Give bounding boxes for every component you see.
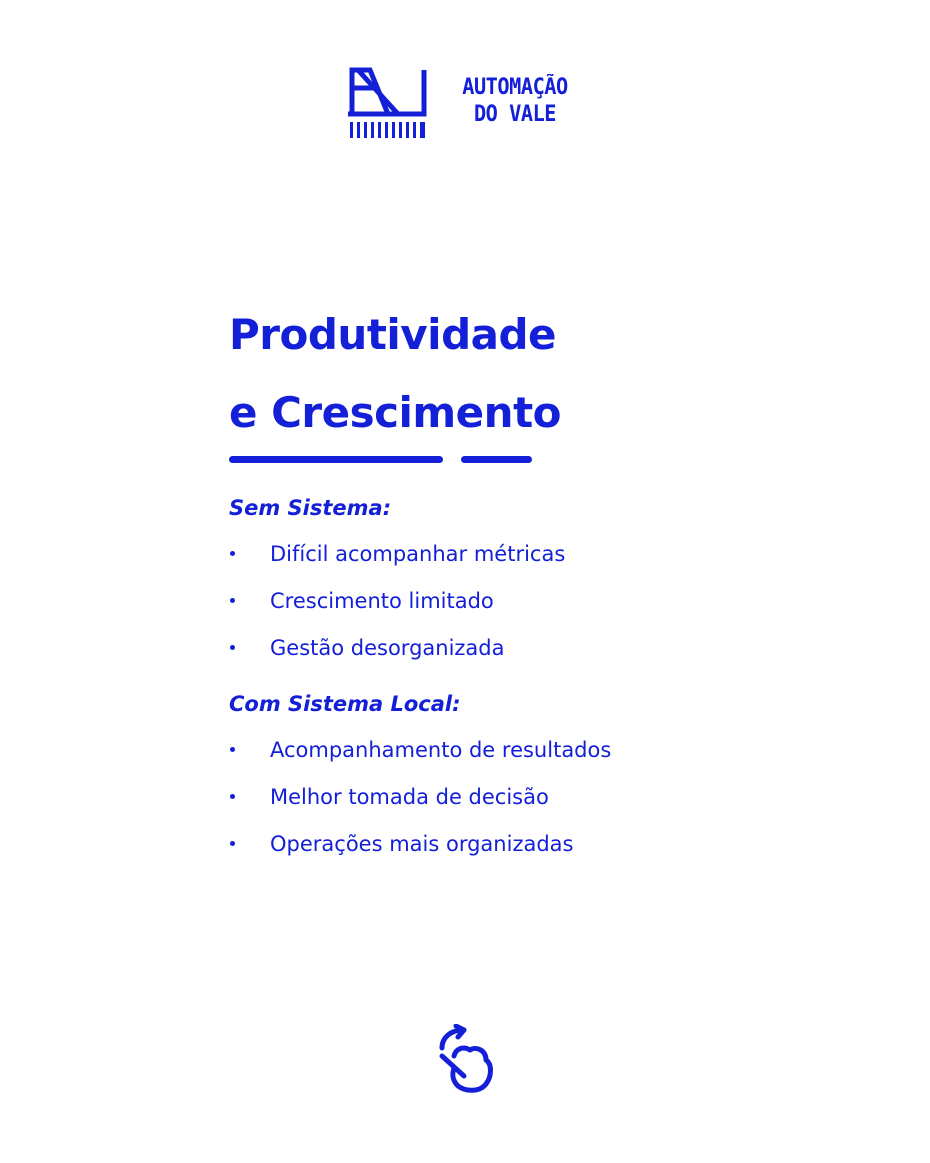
bullet-icon xyxy=(230,551,235,556)
brand-logo xyxy=(348,66,588,142)
section-title-without-system: Sem Sistema: xyxy=(229,496,392,520)
list-item-text: Acompanhamento de resultados xyxy=(270,738,612,762)
page-title-line1: Produtividade xyxy=(229,310,557,359)
brand-name-line1: AUTOMAÇÃO xyxy=(462,75,568,100)
bullet-icon xyxy=(230,645,235,650)
title-underline-short xyxy=(461,456,532,463)
page-title-line2: e Crescimento xyxy=(229,388,562,437)
list-item-text: Crescimento limitado xyxy=(270,589,494,613)
list-item xyxy=(229,736,611,783)
list-item-text: Operações mais organizadas xyxy=(270,832,574,856)
list-item xyxy=(229,830,611,877)
list-item-text: Gestão desorganizada xyxy=(270,636,505,660)
brand-name xyxy=(448,74,582,128)
list-item xyxy=(229,634,565,681)
title-underline-long xyxy=(229,456,443,463)
bullet-icon xyxy=(230,747,235,752)
bullet-icon xyxy=(230,841,235,846)
list-item-text: Melhor tomada de decisão xyxy=(270,785,549,809)
an-monogram-barcode-icon xyxy=(348,66,430,140)
list-without-system xyxy=(229,540,565,681)
list-item xyxy=(229,587,565,634)
list-with-local-system xyxy=(229,736,611,877)
page-title xyxy=(229,296,561,452)
swipe-tap-gesture-icon[interactable] xyxy=(434,1024,498,1096)
list-item-text: Difícil acompanhar métricas xyxy=(270,542,566,566)
brand-name-line2: DO VALE xyxy=(473,102,557,127)
list-item xyxy=(229,783,611,830)
section-title-with-local-system: Com Sistema Local: xyxy=(229,692,461,716)
bullet-icon xyxy=(230,794,235,799)
bullet-icon xyxy=(230,598,235,603)
list-item xyxy=(229,540,565,587)
